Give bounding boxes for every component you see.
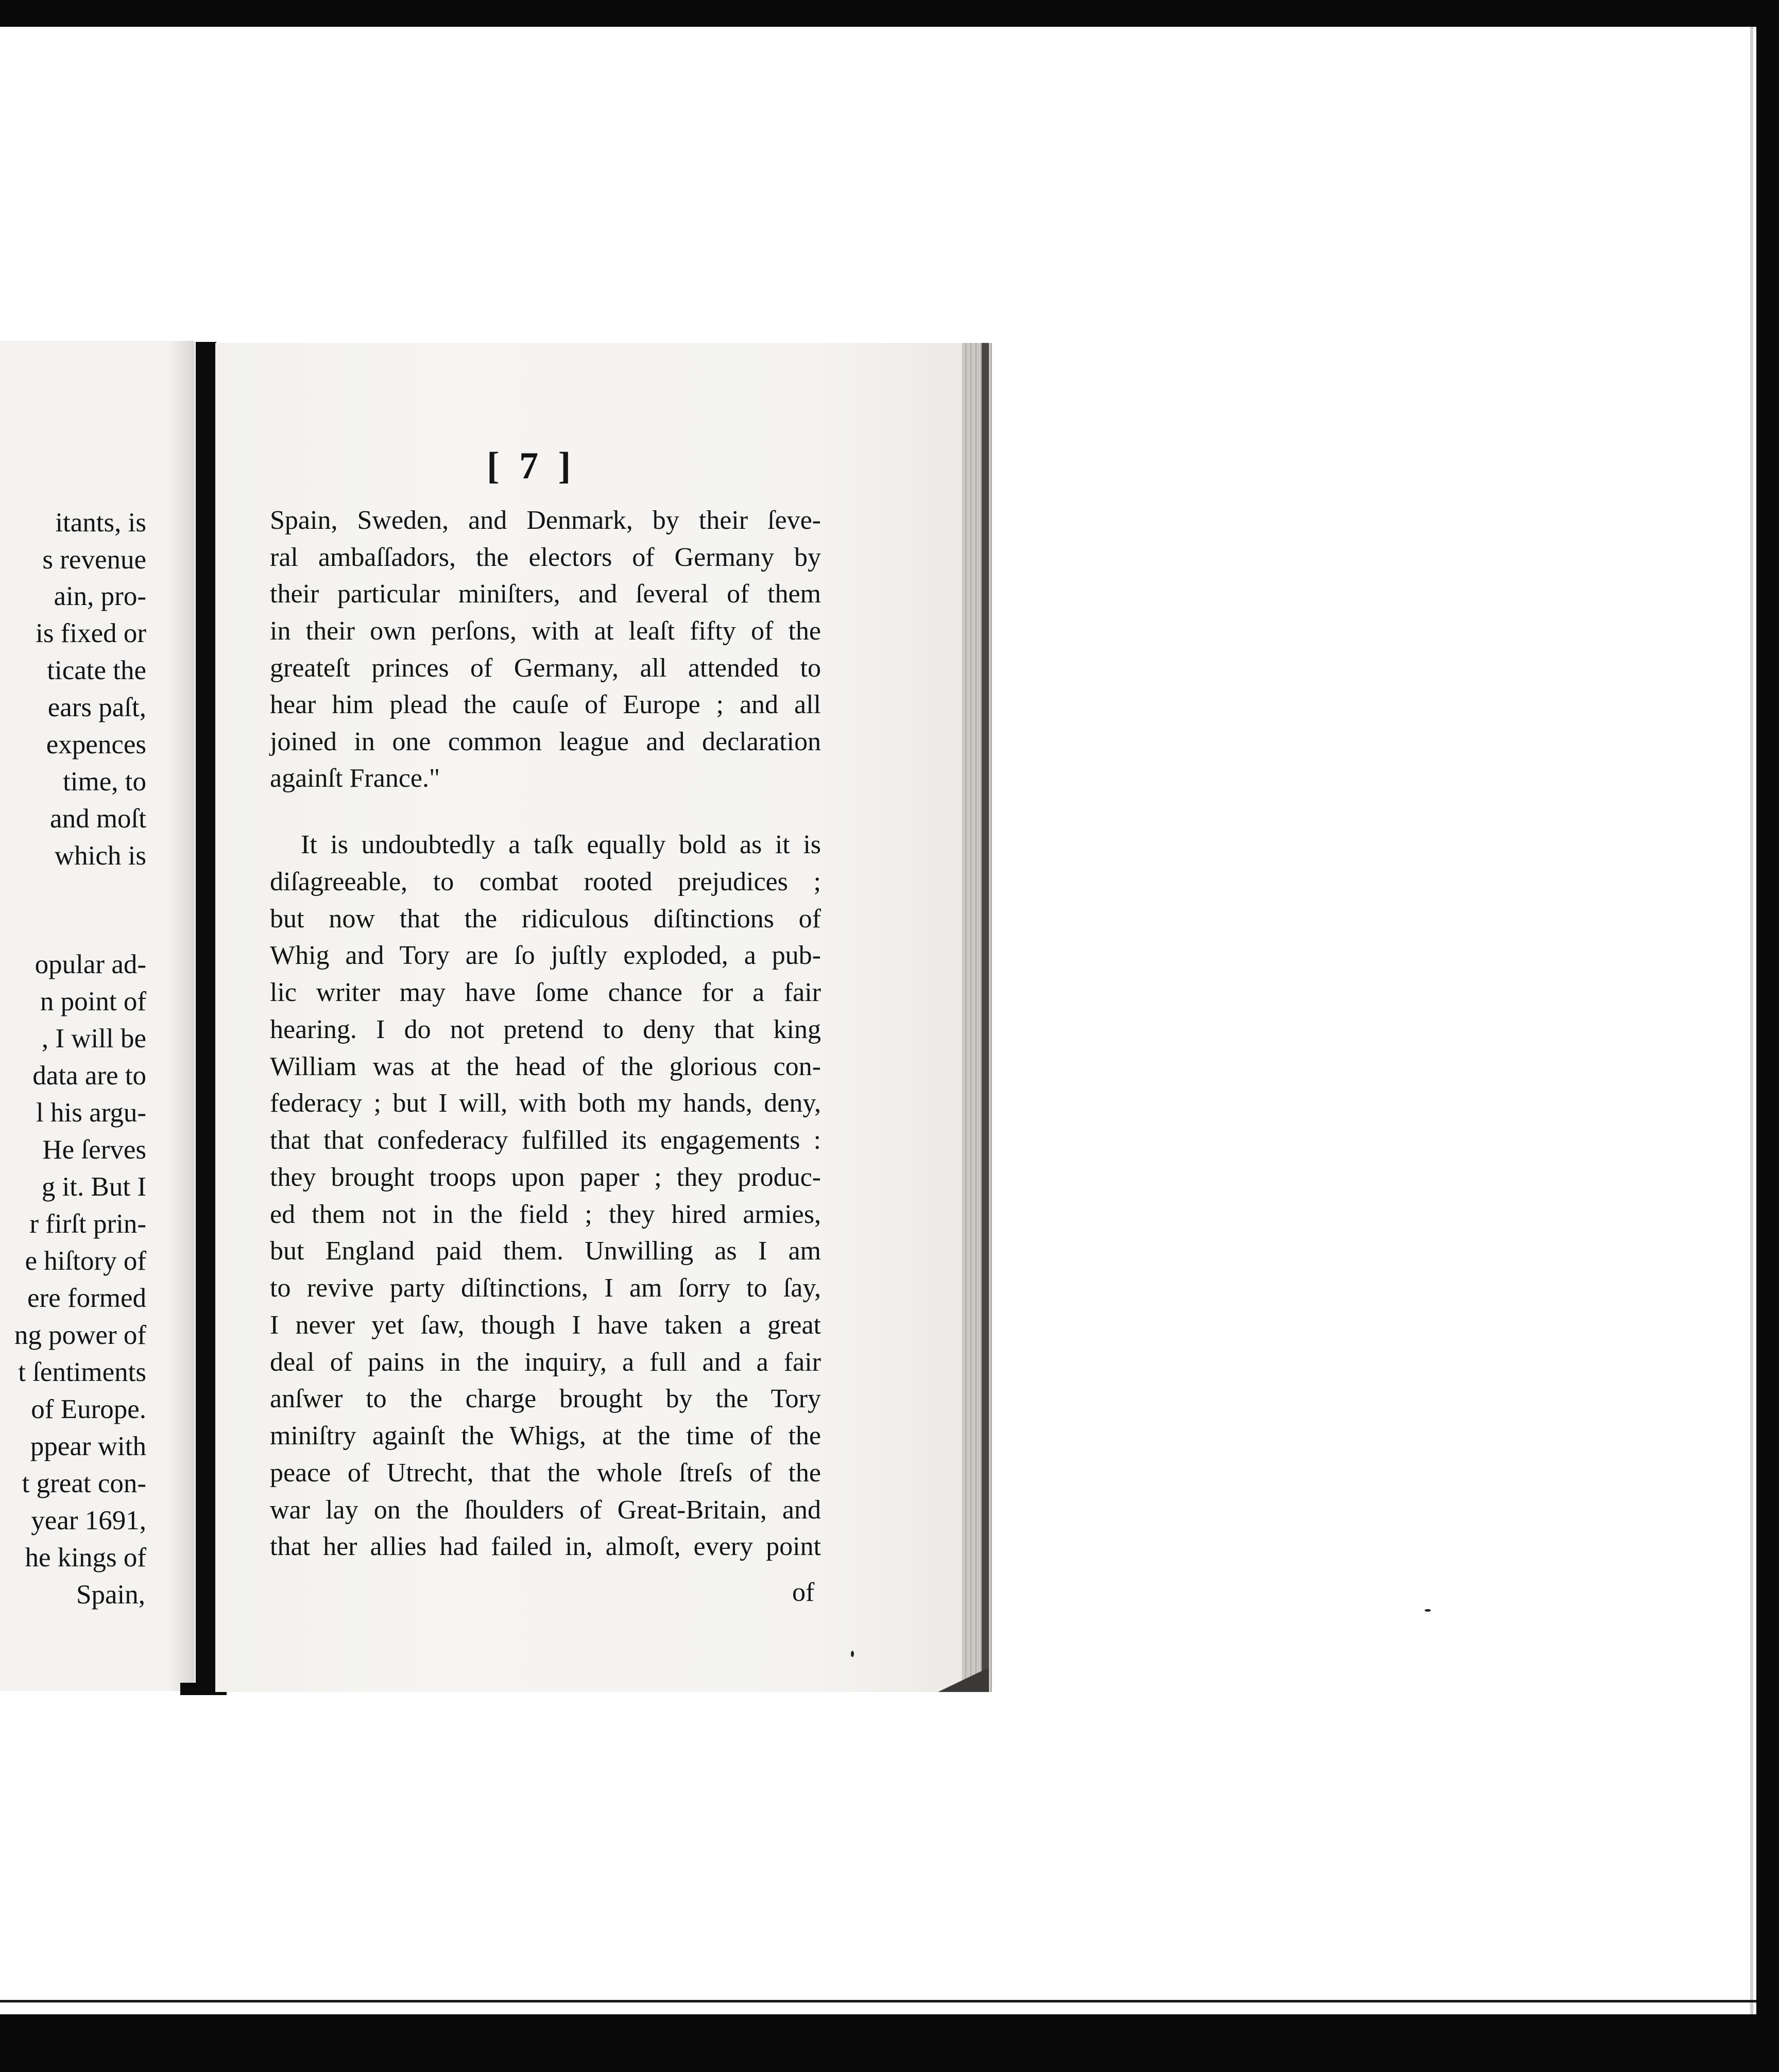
text-line: William was at the head of the glorious con- xyxy=(270,1052,821,1081)
left-line: e hiſtory of xyxy=(25,1246,146,1276)
left-line: expences xyxy=(46,730,146,759)
scan-speck xyxy=(1425,1609,1431,1612)
text-line: their particular miniſters, and ſeveral of them xyxy=(270,579,821,609)
left-line: t ſentiments xyxy=(18,1357,146,1387)
left-line: t great con- xyxy=(22,1469,146,1498)
text-line: hearing. I do not pretend to deny that king xyxy=(270,1015,821,1044)
left-line: of Europe. xyxy=(31,1394,146,1424)
page-number-header: [ 7 ] xyxy=(487,445,576,487)
left-line: g it. But I xyxy=(41,1172,146,1202)
text-line: hear him plead the cauſe of Europe ; and all xyxy=(270,690,821,719)
paragraph-first-line: It is undoubtedly a taſk equally bold as it is xyxy=(301,830,821,859)
text-line: war lay on the ſhoulders of Great-Britain, and xyxy=(270,1495,821,1525)
left-line: s revenue xyxy=(42,545,146,575)
text-line: peace of Utrecht, that the whole ſtreſs of the xyxy=(270,1458,821,1488)
scan-speck xyxy=(851,1651,854,1657)
text-line: greateſt princes of Germany, all attended to xyxy=(270,653,821,683)
text-line: againſt France." xyxy=(270,764,440,793)
left-line: itants, is xyxy=(55,508,146,538)
text-line: but England paid them. Unwilling as I am xyxy=(270,1236,821,1266)
left-line: n point of xyxy=(40,987,146,1016)
page-stack-shadow xyxy=(982,343,989,1692)
left-line: which is xyxy=(54,841,146,871)
left-line: year 1691, xyxy=(31,1506,146,1535)
text-line: joined in one common league and declaration xyxy=(270,727,821,756)
left-line: is fixed or xyxy=(36,618,146,648)
left-line: , I will be xyxy=(41,1024,146,1054)
scan-border-bottom-line xyxy=(0,2000,1756,2002)
left-line: data are to xyxy=(32,1061,146,1091)
left-line: He ſerves xyxy=(42,1135,146,1165)
text-line: that that confederacy fulfilled its engagements : xyxy=(270,1126,821,1155)
left-line: and moſt xyxy=(50,804,146,834)
left-line: time, to xyxy=(63,767,146,797)
text-line: ral ambaſſadors, the electors of Germany by xyxy=(270,543,821,572)
left-line: ticate the xyxy=(47,655,146,685)
left-line: ng power of xyxy=(14,1320,146,1350)
scan-border-right-inner xyxy=(1750,27,1753,2014)
left-line: Spain, xyxy=(76,1580,145,1610)
catchword: of xyxy=(792,1578,815,1607)
text-line: I never yet ſaw, though I have taken a great xyxy=(270,1310,821,1340)
left-line: ain, pro- xyxy=(54,581,146,611)
text-line: deal of pains in the inquiry, a full and a fair xyxy=(270,1348,821,1377)
left-line: opular ad- xyxy=(35,949,146,979)
text-line: anſwer to the charge brought by the Tory xyxy=(270,1384,821,1413)
scan-border-right xyxy=(1756,0,1779,2072)
text-line: in their own perſons, with at leaſt fifty of the xyxy=(270,616,821,646)
text-line: federacy ; but I will, with both my hands, deny, xyxy=(270,1089,821,1118)
left-line: ere formed xyxy=(27,1283,146,1313)
text-line: to revive party diſtinctions, I am ſorry to ſay, xyxy=(270,1273,821,1303)
text-line: miniſtry againſt the Whigs, at the time of the xyxy=(270,1421,821,1451)
left-line: he kings of xyxy=(25,1543,146,1573)
text-line: Whig and Tory are ſo juſtly exploded, a pub- xyxy=(270,941,821,970)
left-line: l his argu- xyxy=(36,1098,146,1128)
text-line: that her allies had failed in, almoſt, every point xyxy=(270,1532,821,1561)
previous-page-fragment xyxy=(0,341,175,1691)
text-line: diſagreeable, to combat rooted prejudices ; xyxy=(270,867,821,896)
left-line: r firſt prin- xyxy=(29,1209,146,1239)
text-line: but now that the ridiculous diſtinctions of xyxy=(270,904,821,934)
text-line: ed them not in the field ; they hired armies, xyxy=(270,1200,821,1229)
text-line: Spain, Sweden, and Denmark, by their ſeve- xyxy=(270,506,821,535)
book-gutter xyxy=(196,342,216,1695)
text-line: they brought troops upon paper ; they produc- xyxy=(270,1163,821,1192)
page-corner-shadow xyxy=(937,1667,989,1692)
left-line: ppear with xyxy=(30,1431,146,1461)
left-line: ears paſt, xyxy=(47,693,146,722)
text-line: lic writer may have ſome chance for a fair xyxy=(270,978,821,1007)
left-page-edge-shadow xyxy=(170,341,195,1691)
scan-border-bottom xyxy=(0,2014,1779,2072)
scan-border-top xyxy=(0,0,1779,27)
